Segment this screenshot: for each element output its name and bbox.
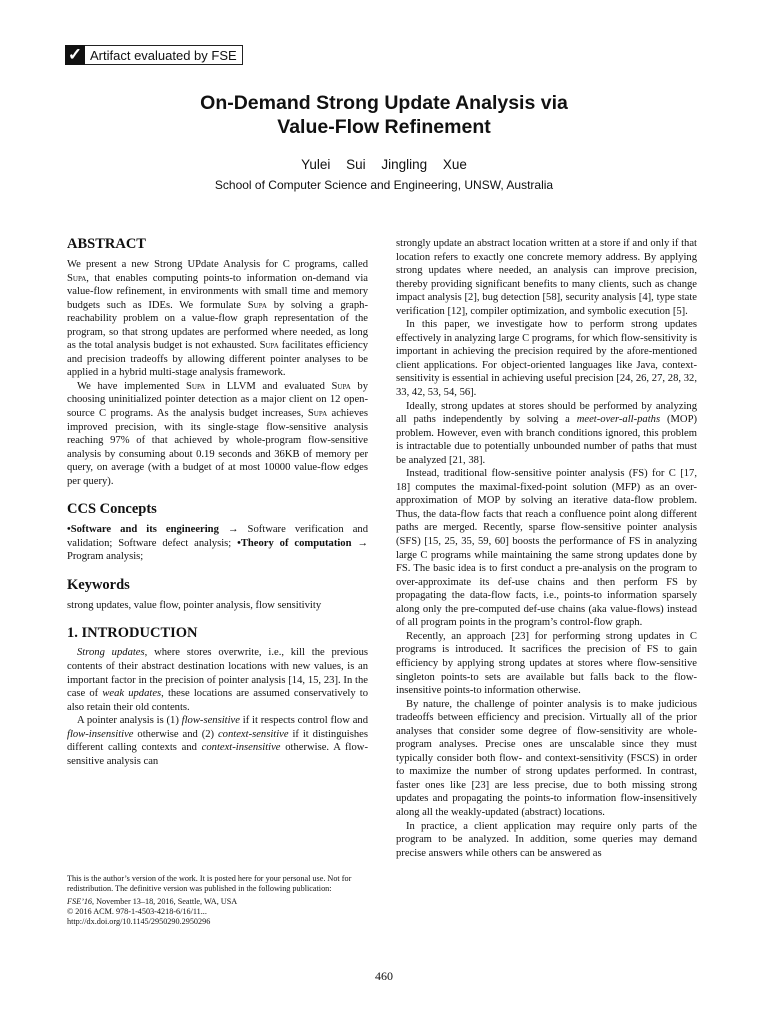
abstract-paragraph-2: We have implemented Supa in LLVM and evaluated Supa by choosing uninitialized pointer detection as a major client on 12 open-source C programs. As the analysis budget increases, Supa achieves improved precision, with its single-stage flow-sensitive analysis reaching 97% of that achieved by whole-program flow-sensitive analysis by consuming about 0.19 seconds and 36KB of memory per query, on average (with a budget of at most 10000 value-flow edges per query). [67, 380, 369, 487]
check-icon: ✓ [65, 45, 85, 65]
keywords-heading: Keywords [67, 576, 130, 593]
ccs-text: •Software and its engineering → Software verification and validation; Software defect analysis; •Theory of computation → Program analysis; [67, 524, 368, 563]
intro-paragraph-1: Strong updates, where stores overwrite, i.e., kill the previous contents of their abstract destination locations with new values, is an important factor in the precision of pointer analysis [14, 15, 23]. In the case of weak updates, these locations are assumed conservatively to also retain their old contents. [67, 647, 369, 713]
left-column [67, 236, 368, 768]
right-paragraph-4: Recently, an approach [23] for performing strong updates in C programs is introduced. It sacrifices the precision of FS to gain efficiency by applying strong updates at stores where flow-sensitive singleton points-to sets are available but falls back to the flow-insensitive points-to information otherwise. [396, 630, 697, 697]
badge-label: Artifact evaluated by FSE [90, 47, 237, 63]
footnote-notice: This is the author’s version of the work. It is posted here for your personal use. Not for redistribution. The definitive version was published in the following publication: [67, 874, 352, 893]
page-number: 460 [375, 969, 393, 983]
introduction-heading: 1. INTRODUCTION [67, 625, 198, 642]
footnote-venue: FSE’16, November 13–18, 2016, Seattle, WA, USA [67, 897, 238, 906]
authors: Yulei Sui Jingling Xue [301, 157, 467, 172]
keywords-text: strong updates, value flow, pointer analysis, flow sensitivity [67, 599, 322, 611]
paper-title [0, 92, 768, 139]
footnote-doi: http://dx.doi.org/10.1145/2950290.2950296 [67, 917, 211, 926]
ccs-heading: CCS Concepts [67, 501, 157, 518]
footnote-copyright: © 2016 ACM. 978-1-4503-4218-6/16/11... [67, 907, 207, 916]
abstract-heading: ABSTRACT [67, 236, 146, 252]
title-line-2: Value-Flow Refinement [277, 115, 491, 138]
right-paragraph-2: Ideally, strong updates at stores should be performed by analyzing all paths independently by solving a meet-over-all-paths (MOP) problem. However, even with branch conditions ignored, this problem is intractable due to potentially unbounded number of paths that must be analyzed [21, 38]. [396, 400, 697, 466]
intro-paragraph-2: A pointer analysis is (1) flow-sensitive if it respects control flow and flow-insensitive otherwise and (2) context-sensitive if it distinguishes different calling contexts and context-insensitive otherwise. A flow-sensitive analysis can [67, 715, 368, 767]
right-paragraph-1: In this paper, we investigate how to perform strong updates effectively in analyzing large C programs, for which flow-sensitivity is important in achieving the precision required by the afore-mentioned client applications. For object-oriented languages like Java, context-sensitivity is essential in achieving useful precision [24, 26, 27, 28, 32, 33, 42, 53, 54, 56]. [396, 319, 697, 399]
abstract-paragraph-1: We present a new Strong UPdate Analysis for C programs, called Supa, that enables computing points-to information on-demand via value-flow refinement, in environments with small time and memory budgets such as IDEs. We formulate Supa by solving a graph-reachability problem on a value-flow graph representation of the program, so that strong updates are performed where needed, as long as the total analysis budget is not exhausted. Supa facilitates efficiency and precision tradeoffs by allowing different pointer analyses to be applied in a hybrid multi-stage analysis framework. [67, 259, 369, 379]
right-column [396, 237, 697, 860]
footnote [67, 874, 370, 927]
right-paragraph-5: By nature, the challenge of pointer analysis is to make judicious tradeoffs between efficiency and precision. Virtually all of the prior analyses that consider some degree of flow-sensitivity are whole-program analyses. Precise ones are unscalable since they must typically consider both flow- and context-sensitivity (FSCS) in order to maximize the number of strong updates performed. In contrast, faster ones like [23] are less precise, due to both missing strong updates and propagating the points-to information flow-insensitively along all the weakly-updated (abstract) locations. [396, 698, 697, 818]
right-paragraph-0: strongly update an abstract location written at a store if and only if that location refers to exactly one concrete memory address. By applying strong updates where needed, an analysis can improve precision, thereby providing significant benefits to many clients, such as change impact analysis [2], bug detection [58], security analysis [4], type state verification [12], compiler optimization, and symbolic execution [5]. [396, 238, 697, 317]
affiliation: School of Computer Science and Engineering, UNSW, Australia [214, 178, 554, 192]
right-paragraph-6: In practice, a client application may require only parts of the program to be analyzed. In addition, some queries may demand precise answers while others can be answered as [396, 820, 697, 859]
title-line-1: On-Demand Strong Update Analysis via [200, 92, 568, 114]
artifact-badge [65, 45, 243, 65]
right-paragraph-3: Instead, traditional flow-sensitive pointer analysis (FS) for C [17, 18] computes the maximal-fixed-point solution (MFP) as an over-approximation of MOP by solving an iterative data-flow problem. Thus, the data-flow facts that reach a confluence point along different paths are merged. Recently, sparse flow-sensitive pointer analysis (SFS) [15, 25, 35, 59, 60] boosts the performance of FS in analyzing large C programs while maintaining the same strong updates done by FS. The basic idea is to first conduct a pre-analysis on the program to over-approximate its def-use chains and then perform FS by propagating the data-flow facts, i.e., points-to information sparsely along only the pre-computed def-use chains (aka value-flows) instead of all program points in the program’s control-flow graph. [396, 468, 697, 629]
